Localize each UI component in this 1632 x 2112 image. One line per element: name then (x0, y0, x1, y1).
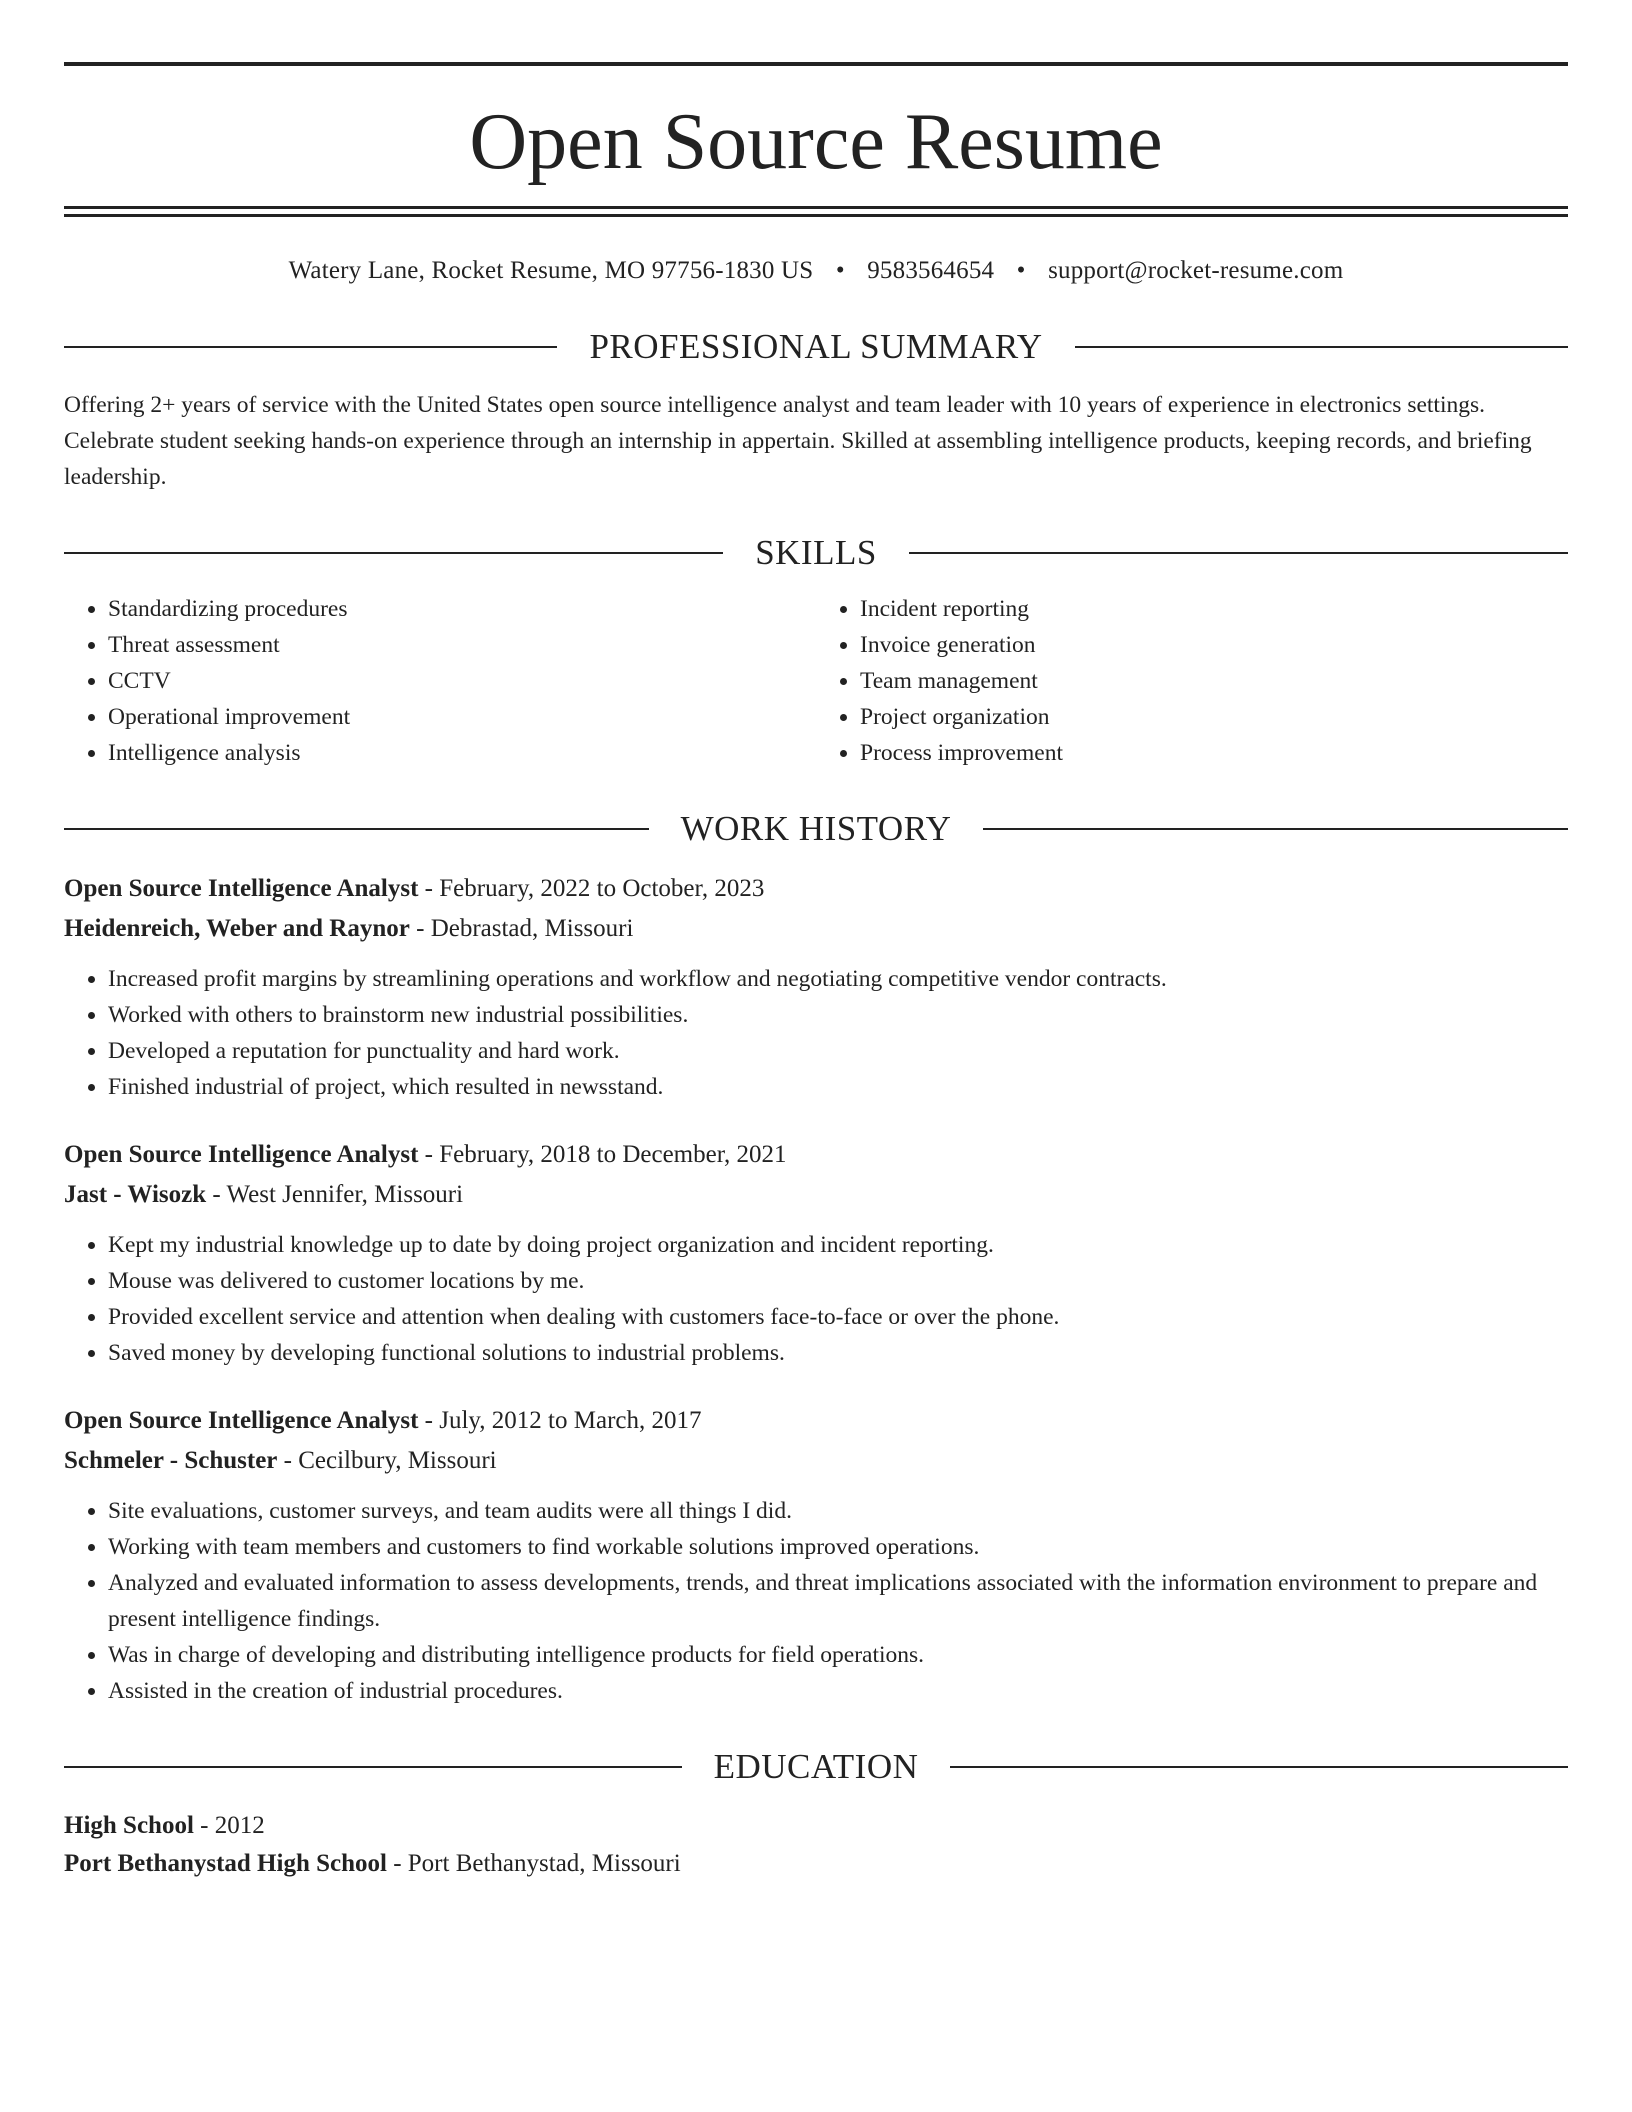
job-dates: July, 2012 to March, 2017 (439, 1407, 702, 1434)
heading-rule-left (64, 1766, 682, 1768)
job-bullet: • Kept my industrial knowledge up to date by doing project organization and incident reporting. (108, 1227, 1568, 1263)
skill-item: • Intelligence analysis (108, 735, 816, 771)
job-dates: February, 2022 to October, 2023 (439, 875, 765, 902)
skill-item: • Incident reporting (860, 591, 1568, 627)
job-bullet: • Saved money by developing functional solutions to industrial problems. (108, 1335, 1568, 1371)
job-company: Heidenreich, Weber and Raynor (64, 915, 410, 942)
job-entry (64, 1135, 1568, 1371)
summary-text: Offering 2+ years of service with the United States open source intelligence analyst and team leader with 10 years of experience in electronics settings. Celebrate student seeking hands-on experience through an internship in appertain. Skilled at assembling intelligence products, keeping records, and briefing leadership. (64, 392, 1532, 490)
skill-item: • Process improvement (860, 735, 1568, 771)
job-location: West Jennifer, Missouri (226, 1181, 464, 1208)
job-dates: February, 2018 to December, 2021 (439, 1141, 787, 1168)
job-company: Jast - Wisozk (64, 1181, 207, 1208)
education-heading-label: EDUCATION (713, 1747, 919, 1786)
contact-separator: • (835, 257, 845, 284)
job-bullets (64, 961, 1568, 1105)
job-title: Open Source Intelligence Analyst (64, 1141, 419, 1168)
heading-rule-right (909, 552, 1568, 554)
job-title-line: Open Source Intelligence Analyst - February, 2022 to October, 2023 (64, 875, 765, 902)
education-location: Port Bethanystad, Missouri (407, 1850, 681, 1877)
contact-phone: 9583564654 (867, 257, 995, 284)
work-heading-label: WORK HISTORY (680, 809, 952, 848)
heading-rule-right (983, 828, 1568, 830)
skills-column-left (64, 591, 816, 771)
education-degree: High School (64, 1812, 194, 1839)
education-school: Port Bethanystad High School (64, 1850, 387, 1877)
skills-list (64, 591, 1568, 771)
heading-rule-left (64, 346, 557, 348)
job-entry (64, 1401, 1568, 1709)
job-bullet: • Working with team members and customers to find workable solutions improved operations. (108, 1529, 1568, 1565)
job-title-line: Open Source Intelligence Analyst - February, 2018 to December, 2021 (64, 1141, 787, 1168)
job-title-line: Open Source Intelligence Analyst - July, 2012 to March, 2017 (64, 1407, 702, 1434)
job-bullets (64, 1227, 1568, 1371)
job-title: Open Source Intelligence Analyst (64, 875, 419, 902)
job-bullet: • Finished industrial of project, which resulted in newsstand. (108, 1069, 1568, 1105)
job-bullet: • Increased profit margins by streamlining operations and workflow and negotiating competitive vendor contracts. (108, 961, 1568, 997)
education-school-line: Port Bethanystad High School - Port Bethanystad, Missouri (64, 1850, 681, 1877)
job-bullets (64, 1493, 1568, 1709)
job-bullet: • Assisted in the creation of industrial procedures. (108, 1673, 1568, 1709)
heading-rule-left (64, 552, 723, 554)
job-company: Schmeler - Schuster (64, 1447, 278, 1474)
heading-rule-right (950, 1766, 1568, 1768)
summary-heading (64, 325, 1568, 369)
job-title: Open Source Intelligence Analyst (64, 1407, 419, 1434)
contact-email: support@rocket-resume.com (1048, 257, 1344, 284)
job-bullet: • Provided excellent service and attention when dealing with customers face-to-face or over the phone. (108, 1299, 1568, 1335)
skill-item: • Invoice generation (860, 627, 1568, 663)
job-company-line: Jast - Wisozk - West Jennifer, Missouri (64, 1181, 464, 1208)
heading-rule-right (1075, 346, 1568, 348)
education-year: 2012 (214, 1812, 265, 1839)
job-entry (64, 869, 1568, 1105)
job-bullet: • Developed a reputation for punctuality and hard work. (108, 1033, 1568, 1069)
job-location: Debrastad, Missouri (430, 915, 634, 942)
job-company-line: Schmeler - Schuster - Cecilbury, Missouri (64, 1447, 497, 1474)
education-entry (64, 1807, 1568, 1883)
title-double-rule (64, 206, 1568, 217)
job-bullet: • Was in charge of developing and distributing intelligence products for field operations. (108, 1637, 1568, 1673)
contact-separator: • (1016, 257, 1026, 284)
job-company-line: Heidenreich, Weber and Raynor - Debrastad, Missouri (64, 915, 634, 942)
work-heading (64, 807, 1568, 851)
skill-item: • Team management (860, 663, 1568, 699)
skill-item: • Operational improvement (108, 699, 816, 735)
skill-item: • Project organization (860, 699, 1568, 735)
skills-heading (64, 531, 1568, 575)
contact-line (64, 253, 1568, 289)
job-bullet: • Analyzed and evaluated information to assess developments, trends, and threat implications associated with the information environment to prepare and present intelligence findings. (108, 1565, 1568, 1637)
skills-heading-label: SKILLS (755, 533, 877, 572)
skills-column-right (816, 591, 1568, 771)
education-degree-line: High School - 2012 (64, 1812, 265, 1839)
job-bullet: • Mouse was delivered to customer locations by me. (108, 1263, 1568, 1299)
resume-title: Open Source Resume (469, 98, 1163, 186)
heading-rule-left (64, 828, 649, 830)
contact-address: Watery Lane, Rocket Resume, MO 97756-1830 US (288, 257, 814, 284)
summary-heading-label: PROFESSIONAL SUMMARY (589, 327, 1043, 366)
job-bullet: • Worked with others to brainstorm new industrial possibilities. (108, 997, 1568, 1033)
skill-item: • CCTV (108, 663, 816, 699)
skill-item: • Standardizing procedures (108, 591, 816, 627)
skill-item: • Threat assessment (108, 627, 816, 663)
job-location: Cecilbury, Missouri (298, 1447, 497, 1474)
top-rule (64, 62, 1568, 66)
education-heading (64, 1745, 1568, 1789)
job-bullet: • Site evaluations, customer surveys, and team audits were all things I did. (108, 1493, 1568, 1529)
